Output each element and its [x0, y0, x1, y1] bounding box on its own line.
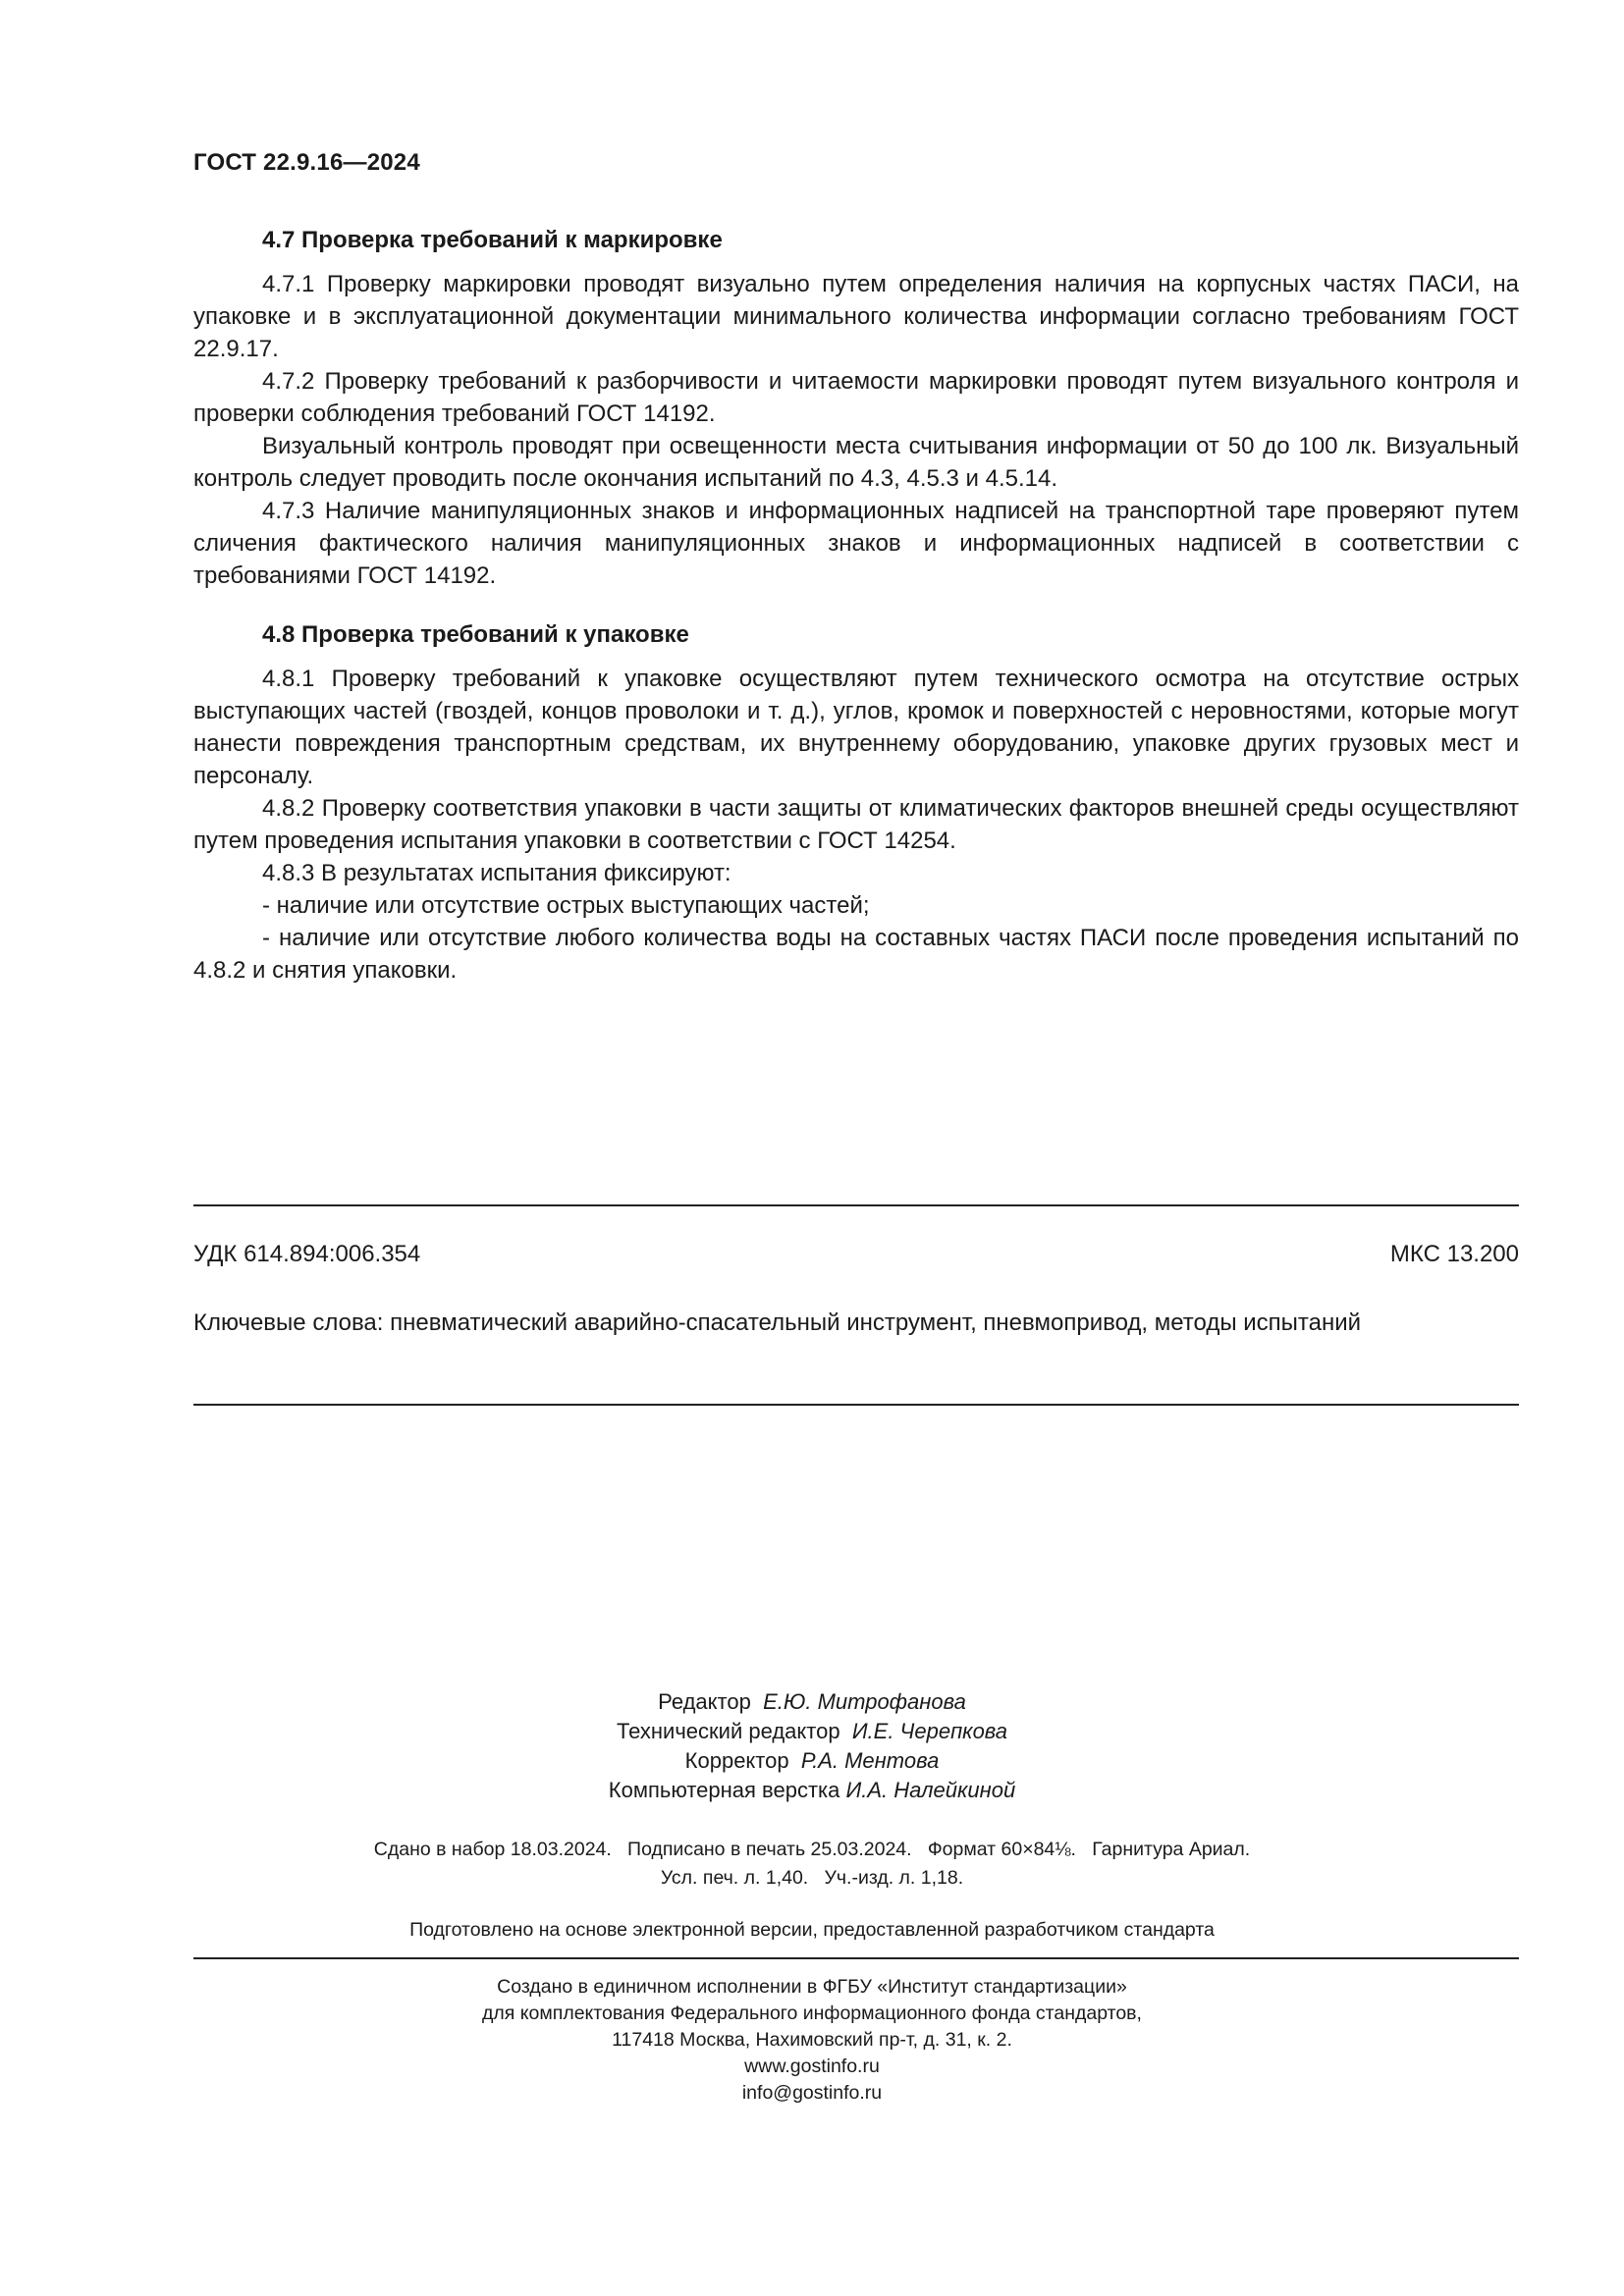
- layout-name: И.А. Налейкиной: [845, 1778, 1016, 1802]
- list-item: - наличие или отсутствие любого количества воды на составных частях ПАСИ после проведения испытаний по 4.8.2 и снятия упаковки.: [193, 925, 1519, 984]
- editor-row: [0, 1687, 1624, 1717]
- publisher-info: [0, 1974, 1624, 2107]
- website-link[interactable]: www.gostinfo.ru: [744, 2056, 880, 2077]
- print-line: Сдано в набор 18.03.2024. Подписано в печать 25.03.2024. Формат 60×84⅛. Гарнитура Ариал.: [373, 1839, 1251, 1860]
- section-heading: 4.7 Проверка требований к маркировке: [262, 227, 723, 253]
- corrector-name: Р.А. Ментова: [800, 1748, 940, 1773]
- paragraph: 4.7.1 Проверку маркировки проводят визуально путем определения наличия на корпусных частях ПАСИ, на упаковке и в эксплуатационной документации минимального количества информации согласно требованиям ГОСТ 22.9.17.: [193, 271, 1519, 362]
- publisher-contacts: [0, 2054, 1624, 2107]
- udk-code: УДК 614.894:006.354: [193, 1241, 421, 1267]
- section-4-8: [193, 618, 1519, 987]
- publisher-line: для комплектования Федерального информационного фонда стандартов,: [482, 2002, 1142, 2024]
- paragraph: 4.8.1 Проверку требований к упаковке осуществляют путем технического осмотра на отсутствие острых выступающих частей (гвоздей, концов проволоки и т. д.), углов, кромок и поверхностей с неровностями, которые могут нанести повреждения транспортным средствам, их внутреннему оборудованию, упаковке других грузовых мест и персоналу.: [193, 666, 1519, 789]
- tech-editor-name: И.Е. Черепкова: [851, 1719, 1008, 1743]
- publisher-address: 117418 Москва, Нахимовский пр-т, д. 31, к. 2.: [612, 2029, 1012, 2051]
- paragraph: 4.8.2 Проверку соответствия упаковки в части защиты от климатических факторов внешней среды осуществляют путем проведения испытания упаковки в соответствии с ГОСТ 14254.: [193, 795, 1519, 854]
- divider: [193, 1204, 1519, 1206]
- email-link[interactable]: info@gostinfo.ru: [741, 2082, 883, 2104]
- prepared-note: Подготовлено на основе электронной версии, предоставленной разработчиком стандарта: [409, 1919, 1215, 1941]
- section-4-7: [193, 224, 1519, 592]
- section-heading: 4.8 Проверка требований к упаковке: [262, 621, 689, 648]
- layout-label: Компьютерная верстка: [608, 1778, 840, 1802]
- publisher-line: Создано в единичном исполнении в ФГБУ «Институт стандартизации»: [497, 1976, 1127, 1998]
- paragraph: 4.7.2 Проверку требований к разборчивости и читаемости маркировки проводят путем визуального контроля и проверки соблюдения требований ГОСТ 14192.: [193, 368, 1519, 427]
- paragraph: 4.8.3 В результатах испытания фиксируют:: [262, 860, 731, 886]
- print-line: Усл. печ. л. 1,40. Уч.-изд. л. 1,18.: [660, 1867, 964, 1889]
- layout-row: [0, 1776, 1624, 1805]
- paragraph: 4.7.3 Наличие манипуляционных знаков и информационных надписей на транспортной таре проверяют путем сличения фактического наличия манипуляционных знаков и информационных надписей в соответствии с требованиями ГОСТ 14192.: [193, 498, 1519, 589]
- print-info: [0, 1836, 1624, 1893]
- editor-name: Е.Ю. Митрофанова: [763, 1689, 966, 1714]
- paragraph: Визуальный контроль проводят при освещенности места считывания информации от 50 до 100 лк. Визуальный контроль следует проводить после окончания испытаний по 4.3, 4.5.3 и 4.5.14.: [193, 433, 1519, 492]
- editor-label: Редактор: [658, 1689, 751, 1714]
- tech-editor-row: [0, 1717, 1624, 1746]
- editorial-staff: [0, 1687, 1624, 1805]
- corrector-row: [0, 1746, 1624, 1776]
- tech-editor-label: Технический редактор: [616, 1719, 840, 1743]
- corrector-label: Корректор: [684, 1748, 789, 1773]
- list-item: - наличие или отсутствие острых выступающих частей;: [262, 892, 870, 919]
- divider: [193, 1957, 1519, 1959]
- keywords: Ключевые слова: пневматический аварийно-спасательный инструмент, пневмопривод, методы испытаний: [193, 1309, 1362, 1336]
- standard-code: ГОСТ 22.9.16—2024: [193, 149, 420, 176]
- divider: [193, 1404, 1519, 1406]
- mks-code: МКС 13.200: [1389, 1241, 1519, 1267]
